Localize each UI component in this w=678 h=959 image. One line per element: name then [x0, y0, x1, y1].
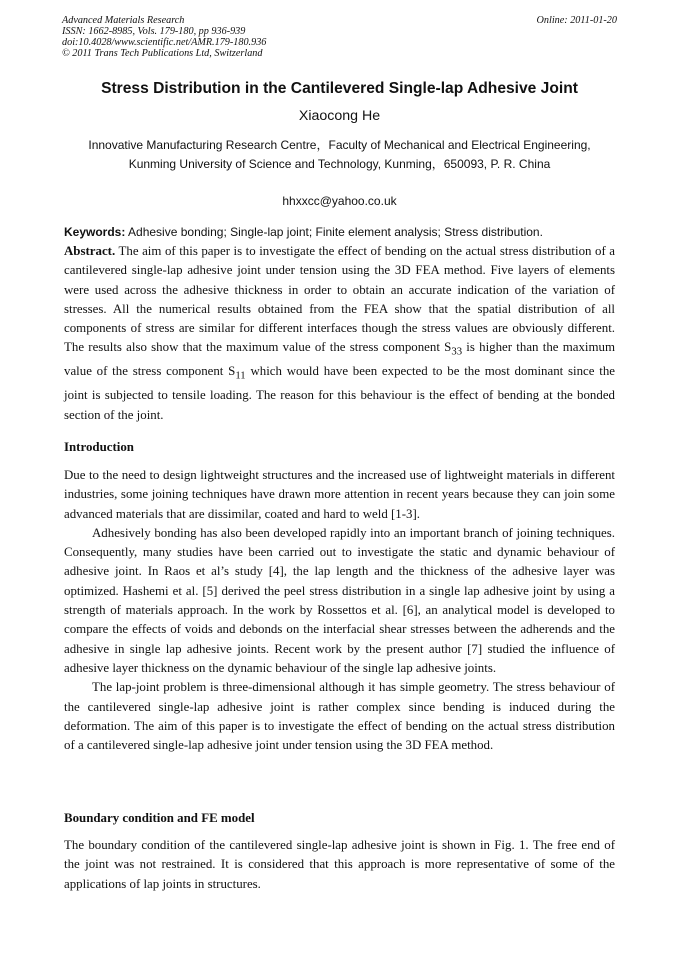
introduction-body	[64, 466, 615, 755]
journal-header	[62, 15, 617, 59]
keywords-label: Keywords:	[64, 225, 126, 239]
section-heading-boundary: Boundary condition and FE model	[64, 811, 255, 825]
boundary-paragraph-1: The boundary condition of the cantilevered single-lap adhesive joint is shown in Fig. 1. The free end of the joint was not restrained. It is considered that this approach is more representative of some of the applications of lap joints in structures.	[64, 838, 615, 891]
doi-line[interactable]: doi:10.4028/www.scientific.net/AMR.179-180.936	[62, 37, 267, 48]
online-date: Online: 2011-01-20	[536, 15, 617, 26]
issn-line: ISSN: 1662-8985, Vols. 179-180, pp 936-939	[62, 26, 246, 37]
intro-paragraph-2: Adhesively bonding has also been developed rapidly into an important branch of joining techniques. Consequently, many studies have been carried out to investigate the static and dynamic behaviour of adhesive joint. In Raos et al’s study [4], the lap length and the thickness of the adhesive layer was optimized. Hashemi et al. [5] derived the peel stress distribution in a single lap adhesive joint by using a strength of materials approach. In the work by Rossettos et al. [6], an analytical model is developed to compare the effects of voids and debonds on the interfacial shear stresses between the adherends and the adhesive in single lap adhesive joints. Recent work by the present author [7] studied the influence of adhesive layer thickness on the dynamic behaviour of the single lap adhesive joints.	[64, 525, 615, 675]
affiliation-line-1: Innovative Manufacturing Research Centre，Faculty of Mechanical and Electrical Engineering,	[88, 138, 591, 152]
section-heading-introduction: Introduction	[64, 440, 134, 454]
intro-paragraph-3: The lap-joint problem is three-dimensional although it has simple geometry. The stress behaviour of the cantilevered single-lap adhesive joint is rather complex since bending is induced during the deformation. The aim of this paper is to investigate the effect of bending on the actual stress distribution of a cantilevered single-lap adhesive joint under tension using the 3D FEA method.	[64, 680, 615, 753]
intro-paragraph-1: Due to the need to design lightweight structures and the increased use of lightweight materials in different industries, some joining techniques have drawn more attention in recent years because they can join some advanced materials that are dissimilar, coated and hard to weld [1-3].	[64, 468, 615, 521]
affiliation-line-2: Kunming University of Science and Technology, Kunming，650093, P. R. China	[128, 157, 551, 171]
subscript-11: 11	[235, 369, 246, 382]
abstract-text-3: which would have been expected to be the most dominant since the joint is subjected to tensile loading. The reason for this behaviour is the effect of bending at the bonded section of the joint.	[64, 364, 616, 422]
abstract	[64, 242, 615, 425]
author-name: Xiaocong He	[298, 108, 381, 124]
abstract-text-1: The aim of this paper is to investigate the effect of bending on the actual stress distribution of a cantilevered single-lap adhesive joint under tension using the 3D FEA method. Five layers of elements were used across the adhesive thickness in order to obtain an accurate indication of the variation of stresses. All the numerical results obtained from the FEA show that the spatial distribution of all components of stress are similar for different interfaces though the stress values are obviously different. The results also show that the maximum value of the stress component S	[64, 244, 615, 355]
paper-title: Stress Distribution in the Cantilevered Single-lap Adhesive Joint	[101, 80, 578, 97]
keywords-text: Adhesive bonding; Single-lap joint; Finite element analysis; Stress distribution.	[125, 225, 543, 239]
copyright-line: © 2011 Trans Tech Publications Ltd, Switzerland	[62, 48, 263, 59]
keywords	[64, 225, 617, 239]
affiliation	[62, 136, 617, 174]
abstract-text-2: is higher than the maximum value of the stress component S	[64, 340, 615, 379]
journal-name: Advanced Materials Research	[62, 15, 185, 26]
abstract-label: Abstract.	[64, 244, 116, 258]
author-email[interactable]: hhxxcc@yahoo.co.uk	[282, 194, 397, 208]
subscript-33: 33	[451, 346, 463, 359]
